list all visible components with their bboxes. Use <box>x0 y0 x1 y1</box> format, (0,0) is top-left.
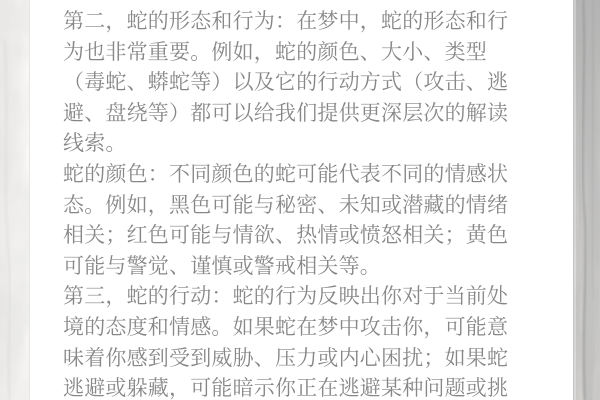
article-line: 逃避或躲藏，可能暗示你正在逃避某种问题或挑 <box>63 377 509 400</box>
article-line: 境的态度和情感。如果蛇在梦中攻击你，可能意 <box>63 315 509 339</box>
article-body <box>63 7 535 400</box>
marble-texture-left <box>0 0 30 400</box>
marble-texture-right <box>573 0 600 400</box>
article-line: 态。例如，黑色可能与秘密、未知或潜藏的情绪 <box>63 193 509 217</box>
article-line: 蛇的颜色：不同颜色的蛇可能代表不同的情感状 <box>63 162 509 186</box>
article-line: 避、盘绕等）都可以给我们提供更深层次的解读 <box>63 101 509 125</box>
article-line: 线索。 <box>63 132 127 156</box>
article-line: 为也非常重要。例如，蛇的颜色、大小、类型 <box>63 40 487 64</box>
article-line: 可能与警觉、谨慎或警戒相关等。 <box>63 254 381 278</box>
article-line: 相关；红色可能与情欲、热情或愤怒相关；黄色 <box>63 224 509 248</box>
article-line: （毒蛇、蟒蛇等）以及它的行动方式（攻击、逃 <box>63 71 509 95</box>
article-line: 第三，蛇的行动：蛇的行为反映出你对于当前处 <box>63 285 509 309</box>
article-line: 第二，蛇的形态和行为：在梦中，蛇的形态和行 <box>63 10 509 33</box>
article-line: 味着你感到受到威胁、压力或内心困扰；如果蛇 <box>63 346 509 370</box>
